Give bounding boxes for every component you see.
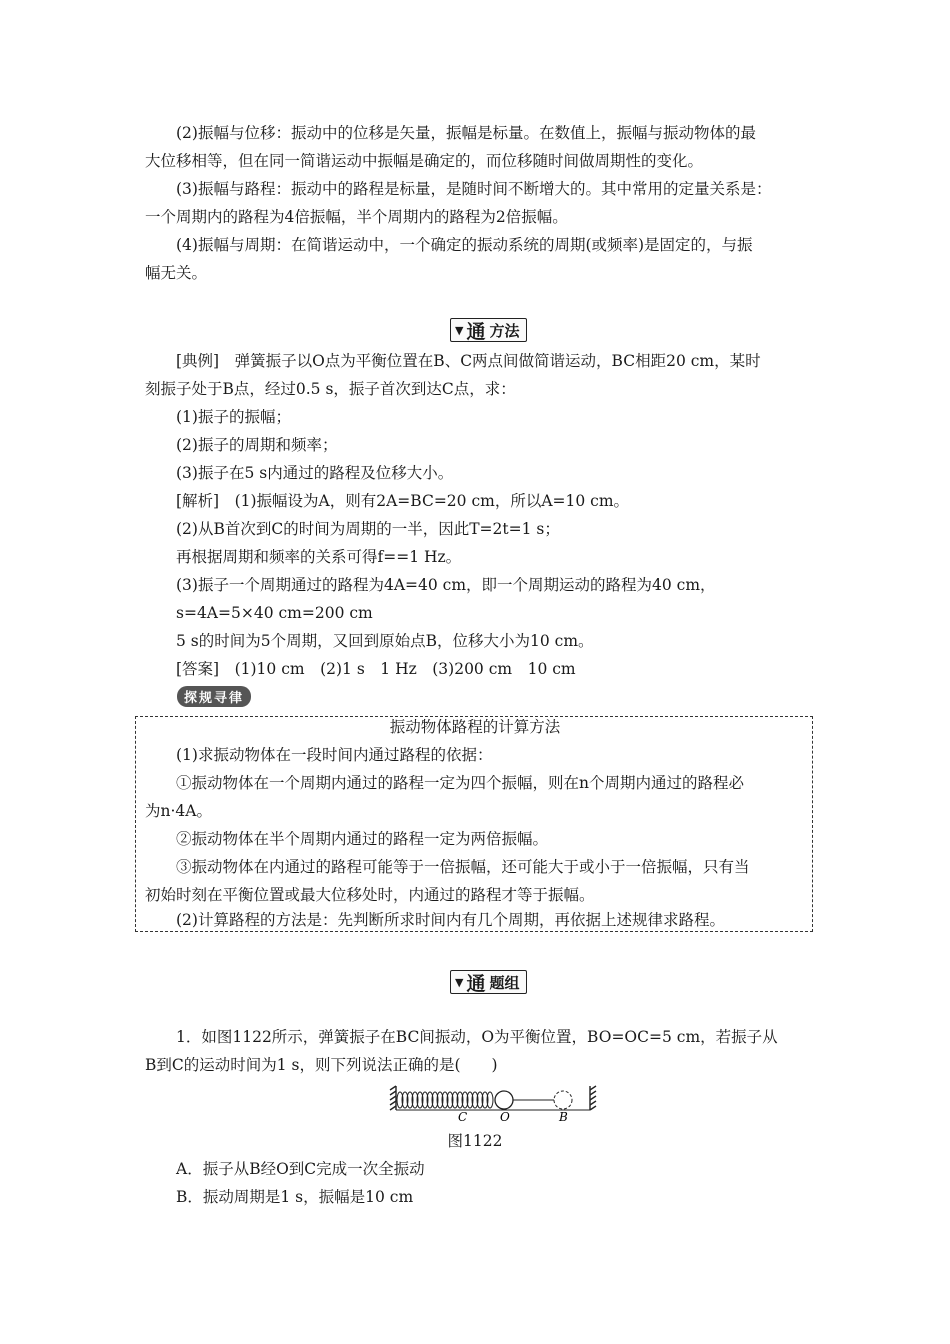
rule-box-title: 振动物体路程的计算方法 (389, 718, 561, 736)
example-question-3: (3)振子在5 s内通过的路程及位移大小。 (176, 464, 454, 482)
ball-position-b (554, 1091, 572, 1109)
rule-badge: 探规寻律 (177, 686, 251, 707)
option-b: B．振动周期是1 s，振幅是10 cm (176, 1188, 414, 1206)
rule-box-line6: 初始时刻在平衡位置或最大位移处时，内通过的路程才等于振幅。 (145, 886, 595, 904)
method-section-header (450, 318, 527, 342)
rule-box-line7: (2)计算路程的方法是：先判断所求时间内有几个周期，再依据上述规律求路程。 (176, 911, 725, 929)
option-a: A．振子从B经O到C完成一次全振动 (176, 1160, 425, 1178)
rule-box-line2: ①振动物体在一个周期内通过的路程一定为四个振幅，则在n个周期内通过的路程必 (176, 774, 744, 792)
solution-line3: 再根据周期和频率的关系可得f==1 Hz。 (176, 548, 462, 566)
rule-box-line4: ②振动物体在半个周期内通过的路程一定为两倍振幅。 (176, 830, 549, 848)
para-amplitude-period-line1: (4)振幅与周期：在简谐运动中，一个确定的振动系统的周期(或频率)是固定的，与振 (176, 236, 753, 254)
example-line2: 刻振子处于B点，经过0.5 s，振子首次到达C点，求： (145, 380, 516, 398)
exercise-section-header (450, 970, 527, 994)
label-c: C (458, 1110, 468, 1122)
method-header-big: 通 (466, 320, 487, 343)
rule-box-line1: (1)求振动物体在一段时间内通过路程的依据： (176, 746, 493, 764)
para-amplitude-path-line1: (3)振幅与路程：振动中的路程是标量，是随时间不断增大的。其中常用的定量关系是： (176, 180, 772, 198)
answer-line: [答案] (1)10 cm (2)1 s 1 Hz (3)200 cm 10 cm (176, 660, 576, 678)
rule-box-line5: ③振动物体在内通过的路程可能等于一倍振幅，还可能大于或小于一倍振幅，只有当 (176, 858, 750, 876)
right-wall (590, 1086, 596, 1110)
question1-line1: 1．如图1122所示，弹簧振子在BC间振动，O为平衡位置，BO=OC=5 cm，若振子从 (176, 1028, 778, 1046)
spring-oscillator-figure (388, 1082, 598, 1122)
rule-box-line3: 为n·4A。 (145, 802, 212, 820)
para-amplitude-period-line2: 幅无关。 (145, 264, 208, 282)
para-amplitude-path-line2: 一个周期内的路程为4倍振幅，半个周期内的路程为2倍振幅。 (145, 208, 568, 226)
solution-line2: (2)从B首次到C的时间为周期的一半，因此T=2t=1 s； (176, 520, 560, 538)
example-question-2: (2)振子的周期和频率； (176, 436, 338, 454)
left-wall (390, 1086, 396, 1110)
example-question-1: (1)振子的振幅； (176, 408, 291, 426)
method-header-small: 方法 (489, 321, 520, 340)
solution-line5: s=4A=5×40 cm=200 cm (176, 604, 373, 622)
spring-coil (397, 1092, 493, 1108)
triangle-down-icon: ▼ (455, 975, 464, 989)
label-b: B (559, 1110, 568, 1122)
solution-line6: 5 s的时间为5个周期，又回到原始点B，位移大小为10 cm。 (176, 632, 594, 650)
triangle-down-icon: ▼ (455, 323, 464, 337)
para-amplitude-displacement-line2: 大位移相等，但在同一简谐运动中振幅是确定的，而位移随时间做周期性的变化。 (145, 152, 704, 170)
label-o: O (500, 1110, 510, 1122)
para-amplitude-displacement-line1: (2)振幅与位移：振动中的位移是矢量，振幅是标量。在数值上，振幅与振动物体的最 (176, 124, 756, 142)
exercise-header-small: 题组 (489, 973, 520, 992)
exercise-header-big: 通 (466, 972, 487, 995)
question1-line2: B到C的运动时间为1 s，则下列说法正确的是( ) (145, 1056, 498, 1074)
solution-line1: [解析] (1)振幅设为A，则有2A=BC=20 cm，所以A=10 cm。 (176, 492, 630, 510)
figure-caption: 图1122 (447, 1132, 503, 1150)
oscillator-ball (495, 1091, 513, 1109)
solution-line4: (3)振子一个周期通过的路程为4A=40 cm，即一个周期运动的路程为40 cm， (176, 576, 716, 594)
example-line1: [典例] 弹簧振子以O点为平衡位置在B、C两点间做简谐运动，BC相距20 cm，某时 (176, 352, 761, 370)
